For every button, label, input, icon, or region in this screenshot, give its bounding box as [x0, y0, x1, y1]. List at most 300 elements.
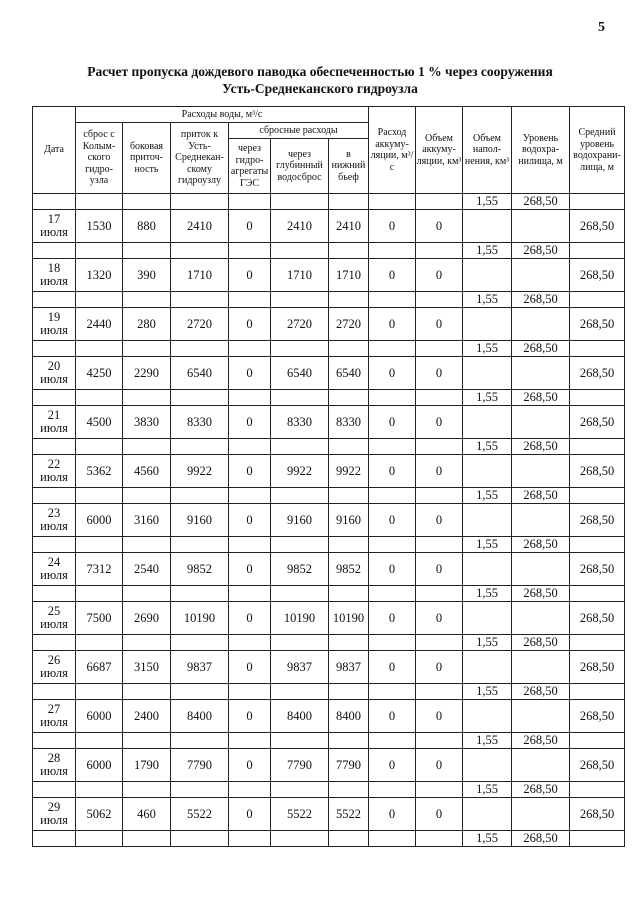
cell-avg-level: 268,50 — [570, 651, 625, 684]
cell-empty — [570, 733, 625, 749]
cell-empty — [271, 439, 329, 455]
cell-empty — [76, 586, 123, 602]
cell-via-units: 0 — [229, 651, 271, 684]
cell-empty — [33, 488, 76, 504]
cell-empty — [416, 488, 463, 504]
cell-empty — [512, 553, 570, 586]
cell-empty — [76, 733, 123, 749]
cell-accum-volume: 0 — [416, 700, 463, 733]
cell-empty — [463, 210, 512, 243]
subrow-fill-level — [33, 292, 625, 308]
cell-empty — [570, 341, 625, 357]
date-month: июля — [40, 715, 68, 729]
date-month: июля — [40, 470, 68, 484]
cell-via-deep-spillway: 9160 — [271, 504, 329, 537]
cell-empty — [171, 341, 229, 357]
cell-date — [33, 406, 76, 439]
cell-empty — [171, 684, 229, 700]
cell-reservoir-level: 268,50 — [512, 292, 570, 308]
cell-reservoir-level: 268,50 — [512, 341, 570, 357]
cell-avg-level: 268,50 — [570, 749, 625, 782]
cell-accum-volume: 0 — [416, 259, 463, 292]
cell-accum-flow: 0 — [369, 259, 416, 292]
cell-empty — [570, 635, 625, 651]
cell-empty — [123, 341, 171, 357]
cell-empty — [123, 782, 171, 798]
cell-empty — [329, 537, 369, 553]
cell-accum-volume: 0 — [416, 798, 463, 831]
cell-avg-level: 268,50 — [570, 259, 625, 292]
cell-lateral-inflow: 3160 — [123, 504, 171, 537]
cell-to-tailwater: 8400 — [329, 700, 369, 733]
cell-empty — [329, 831, 369, 847]
cell-empty — [329, 586, 369, 602]
cell-via-units: 0 — [229, 504, 271, 537]
cell-empty — [369, 194, 416, 210]
cell-empty — [416, 684, 463, 700]
cell-date — [33, 602, 76, 635]
cell-empty — [416, 390, 463, 406]
cell-empty — [76, 684, 123, 700]
cell-date — [33, 749, 76, 782]
cell-empty — [512, 259, 570, 292]
cell-empty — [123, 488, 171, 504]
cell-fill-volume: 1,55 — [463, 488, 512, 504]
cell-via-deep-spillway: 2720 — [271, 308, 329, 341]
cell-inflow: 9837 — [171, 651, 229, 684]
cell-via-units: 0 — [229, 455, 271, 488]
cell-empty — [512, 357, 570, 390]
cell-accum-flow: 0 — [369, 651, 416, 684]
cell-fill-volume: 1,55 — [463, 390, 512, 406]
cell-empty — [229, 537, 271, 553]
cell-empty — [171, 586, 229, 602]
cell-to-tailwater: 7790 — [329, 749, 369, 782]
subrow-fill-level — [33, 390, 625, 406]
table-row — [33, 651, 625, 684]
header-water-flow: Расходы воды, м³/с — [76, 107, 369, 123]
cell-empty — [369, 390, 416, 406]
date-day: 28 — [47, 751, 61, 765]
cell-empty — [329, 635, 369, 651]
subrow-fill-level — [33, 782, 625, 798]
cell-via-units: 0 — [229, 357, 271, 390]
cell-lateral-inflow: 1790 — [123, 749, 171, 782]
cell-inflow: 2410 — [171, 210, 229, 243]
cell-accum-flow: 0 — [369, 700, 416, 733]
cell-empty — [369, 831, 416, 847]
date-day: 18 — [47, 261, 61, 275]
cell-empty — [171, 194, 229, 210]
cell-empty — [463, 553, 512, 586]
cell-accum-volume: 0 — [416, 308, 463, 341]
cell-fill-volume: 1,55 — [463, 292, 512, 308]
date-month: июля — [40, 372, 68, 386]
header-via-units: через гидро-агрегаты ГЭС — [229, 139, 271, 194]
cell-fill-volume: 1,55 — [463, 194, 512, 210]
date-month: июля — [40, 421, 68, 435]
header-reservoir-level: Уровень водохра-нилища, м — [512, 107, 570, 194]
cell-via-deep-spillway: 5522 — [271, 798, 329, 831]
cell-empty — [416, 733, 463, 749]
cell-avg-level: 268,50 — [570, 602, 625, 635]
cell-to-tailwater: 8330 — [329, 406, 369, 439]
date-day: 29 — [47, 800, 61, 814]
cell-lateral-inflow: 460 — [123, 798, 171, 831]
cell-empty — [33, 635, 76, 651]
cell-via-units: 0 — [229, 259, 271, 292]
table-row — [33, 308, 625, 341]
cell-kolyma-discharge: 5362 — [76, 455, 123, 488]
cell-to-tailwater: 9852 — [329, 553, 369, 586]
cell-empty — [463, 259, 512, 292]
cell-via-deep-spillway: 6540 — [271, 357, 329, 390]
cell-empty — [123, 635, 171, 651]
cell-empty — [369, 439, 416, 455]
cell-fill-volume: 1,55 — [463, 635, 512, 651]
cell-empty — [369, 782, 416, 798]
cell-empty — [369, 537, 416, 553]
cell-via-deep-spillway: 9837 — [271, 651, 329, 684]
cell-inflow: 9852 — [171, 553, 229, 586]
cell-empty — [171, 243, 229, 259]
cell-empty — [570, 439, 625, 455]
cell-reservoir-level: 268,50 — [512, 243, 570, 259]
table-body — [33, 194, 625, 847]
cell-empty — [329, 733, 369, 749]
cell-empty — [570, 537, 625, 553]
cell-empty — [229, 586, 271, 602]
cell-empty — [123, 537, 171, 553]
cell-inflow: 9160 — [171, 504, 229, 537]
date-day: 26 — [47, 653, 61, 667]
cell-empty — [271, 390, 329, 406]
cell-empty — [271, 684, 329, 700]
date-day: 19 — [47, 310, 61, 324]
cell-empty — [329, 439, 369, 455]
cell-empty — [76, 635, 123, 651]
cell-accum-flow: 0 — [369, 602, 416, 635]
cell-reservoir-level: 268,50 — [512, 537, 570, 553]
cell-empty — [369, 586, 416, 602]
subrow-fill-level — [33, 586, 625, 602]
cell-empty — [463, 308, 512, 341]
cell-accum-volume: 0 — [416, 749, 463, 782]
cell-empty — [33, 439, 76, 455]
cell-accum-flow: 0 — [369, 553, 416, 586]
cell-empty — [463, 749, 512, 782]
cell-fill-volume: 1,55 — [463, 733, 512, 749]
cell-empty — [123, 684, 171, 700]
cell-via-units: 0 — [229, 553, 271, 586]
cell-reservoir-level: 268,50 — [512, 586, 570, 602]
cell-lateral-inflow: 2690 — [123, 602, 171, 635]
cell-via-units: 0 — [229, 749, 271, 782]
date-month: июля — [40, 323, 68, 337]
date-day: 24 — [47, 555, 61, 569]
cell-reservoir-level: 268,50 — [512, 488, 570, 504]
cell-reservoir-level: 268,50 — [512, 390, 570, 406]
cell-empty — [33, 292, 76, 308]
cell-empty — [570, 684, 625, 700]
cell-reservoir-level: 268,50 — [512, 733, 570, 749]
cell-lateral-inflow: 390 — [123, 259, 171, 292]
cell-empty — [570, 194, 625, 210]
cell-empty — [33, 537, 76, 553]
cell-empty — [33, 586, 76, 602]
cell-empty — [329, 782, 369, 798]
cell-empty — [76, 488, 123, 504]
cell-empty — [229, 292, 271, 308]
cell-empty — [329, 292, 369, 308]
cell-empty — [33, 243, 76, 259]
cell-fill-volume: 1,55 — [463, 586, 512, 602]
cell-accum-volume: 0 — [416, 651, 463, 684]
subrow-fill-level — [33, 341, 625, 357]
table-row — [33, 406, 625, 439]
table-row — [33, 455, 625, 488]
cell-via-deep-spillway: 9852 — [271, 553, 329, 586]
title-line-1: Расчет пропуска дождевого паводка обеспеченностью 1 % через сооружения — [87, 64, 553, 79]
cell-empty — [512, 651, 570, 684]
cell-empty — [329, 341, 369, 357]
cell-empty — [33, 194, 76, 210]
subrow-fill-level — [33, 439, 625, 455]
table-row — [33, 798, 625, 831]
cell-empty — [171, 439, 229, 455]
cell-fill-volume: 1,55 — [463, 537, 512, 553]
cell-empty — [76, 341, 123, 357]
cell-via-units: 0 — [229, 308, 271, 341]
cell-empty — [171, 537, 229, 553]
cell-kolyma-discharge: 7312 — [76, 553, 123, 586]
cell-avg-level: 268,50 — [570, 553, 625, 586]
cell-empty — [123, 733, 171, 749]
date-month: июля — [40, 568, 68, 582]
cell-lateral-inflow: 2290 — [123, 357, 171, 390]
cell-via-deep-spillway: 2410 — [271, 210, 329, 243]
cell-empty — [512, 210, 570, 243]
cell-empty — [229, 341, 271, 357]
cell-to-tailwater: 9160 — [329, 504, 369, 537]
cell-empty — [33, 782, 76, 798]
subrow-fill-level — [33, 194, 625, 210]
cell-empty — [76, 194, 123, 210]
cell-reservoir-level: 268,50 — [512, 439, 570, 455]
cell-empty — [416, 831, 463, 847]
date-month: июля — [40, 813, 68, 827]
cell-date — [33, 651, 76, 684]
cell-empty — [123, 390, 171, 406]
cell-empty — [271, 537, 329, 553]
cell-empty — [171, 733, 229, 749]
cell-empty — [570, 390, 625, 406]
header-kolyma-discharge: сброс с Колым-ского гидро-узла — [76, 123, 123, 194]
cell-empty — [463, 357, 512, 390]
cell-empty — [229, 194, 271, 210]
header-date: Дата — [33, 107, 76, 194]
cell-empty — [512, 700, 570, 733]
cell-empty — [123, 586, 171, 602]
cell-empty — [369, 684, 416, 700]
cell-empty — [33, 733, 76, 749]
cell-accum-volume: 0 — [416, 553, 463, 586]
cell-via-units: 0 — [229, 700, 271, 733]
cell-empty — [369, 341, 416, 357]
cell-to-tailwater: 2720 — [329, 308, 369, 341]
date-month: июля — [40, 666, 68, 680]
cell-date — [33, 210, 76, 243]
cell-empty — [171, 292, 229, 308]
cell-empty — [512, 798, 570, 831]
cell-empty — [329, 488, 369, 504]
cell-fill-volume: 1,55 — [463, 243, 512, 259]
table-row — [33, 357, 625, 390]
date-month: июля — [40, 225, 68, 239]
cell-to-tailwater: 9837 — [329, 651, 369, 684]
cell-via-deep-spillway: 10190 — [271, 602, 329, 635]
cell-empty — [329, 194, 369, 210]
date-month: июля — [40, 764, 68, 778]
cell-kolyma-discharge: 2440 — [76, 308, 123, 341]
cell-accum-volume: 0 — [416, 406, 463, 439]
cell-empty — [570, 292, 625, 308]
cell-empty — [271, 831, 329, 847]
cell-empty — [229, 635, 271, 651]
cell-reservoir-level: 268,50 — [512, 194, 570, 210]
cell-kolyma-discharge: 6000 — [76, 700, 123, 733]
date-month: июля — [40, 617, 68, 631]
cell-kolyma-discharge: 5062 — [76, 798, 123, 831]
cell-fill-volume: 1,55 — [463, 341, 512, 357]
cell-kolyma-discharge: 6687 — [76, 651, 123, 684]
cell-inflow: 8330 — [171, 406, 229, 439]
cell-kolyma-discharge: 1530 — [76, 210, 123, 243]
cell-inflow: 2720 — [171, 308, 229, 341]
cell-inflow: 9922 — [171, 455, 229, 488]
cell-empty — [369, 292, 416, 308]
cell-lateral-inflow: 3150 — [123, 651, 171, 684]
cell-lateral-inflow: 880 — [123, 210, 171, 243]
date-day: 17 — [47, 212, 61, 226]
cell-empty — [171, 831, 229, 847]
cell-empty — [271, 341, 329, 357]
cell-empty — [271, 292, 329, 308]
cell-inflow: 5522 — [171, 798, 229, 831]
cell-empty — [329, 390, 369, 406]
table-row — [33, 504, 625, 537]
cell-empty — [76, 782, 123, 798]
cell-accum-flow: 0 — [369, 455, 416, 488]
cell-empty — [271, 194, 329, 210]
cell-date — [33, 308, 76, 341]
cell-empty — [369, 488, 416, 504]
cell-fill-volume: 1,55 — [463, 439, 512, 455]
cell-empty — [229, 733, 271, 749]
cell-inflow: 8400 — [171, 700, 229, 733]
cell-inflow: 1710 — [171, 259, 229, 292]
cell-via-units: 0 — [229, 602, 271, 635]
title-line-2: Усть-Среднеканского гидроузла — [222, 81, 418, 96]
cell-lateral-inflow: 4560 — [123, 455, 171, 488]
cell-to-tailwater: 2410 — [329, 210, 369, 243]
cell-to-tailwater: 10190 — [329, 602, 369, 635]
subrow-fill-level — [33, 488, 625, 504]
cell-accum-volume: 0 — [416, 602, 463, 635]
cell-inflow: 10190 — [171, 602, 229, 635]
cell-date — [33, 357, 76, 390]
cell-empty — [463, 504, 512, 537]
cell-lateral-inflow: 2400 — [123, 700, 171, 733]
cell-empty — [416, 537, 463, 553]
cell-empty — [76, 537, 123, 553]
cell-empty — [463, 602, 512, 635]
cell-to-tailwater: 5522 — [329, 798, 369, 831]
table-row — [33, 259, 625, 292]
cell-avg-level: 268,50 — [570, 798, 625, 831]
cell-avg-level: 268,50 — [570, 210, 625, 243]
cell-empty — [76, 243, 123, 259]
cell-kolyma-discharge: 4250 — [76, 357, 123, 390]
cell-empty — [229, 488, 271, 504]
header-accum-flow: Расход аккуму-ляции, м³/с — [369, 107, 416, 194]
cell-empty — [329, 684, 369, 700]
subrow-fill-level — [33, 831, 625, 847]
date-day: 20 — [47, 359, 61, 373]
header-lateral-inflow: боковая приточ-ность — [123, 123, 171, 194]
cell-accum-flow: 0 — [369, 357, 416, 390]
header-inflow: приток к Усть-Среднекан-скому гидроузлу — [171, 123, 229, 194]
cell-empty — [76, 390, 123, 406]
cell-empty — [171, 488, 229, 504]
cell-via-deep-spillway: 7790 — [271, 749, 329, 782]
date-day: 21 — [47, 408, 61, 422]
cell-via-deep-spillway: 8400 — [271, 700, 329, 733]
cell-empty — [416, 635, 463, 651]
cell-empty — [123, 292, 171, 308]
cell-avg-level: 268,50 — [570, 455, 625, 488]
cell-via-deep-spillway: 8330 — [271, 406, 329, 439]
cell-lateral-inflow: 280 — [123, 308, 171, 341]
cell-lateral-inflow: 3830 — [123, 406, 171, 439]
cell-to-tailwater: 6540 — [329, 357, 369, 390]
cell-accum-volume: 0 — [416, 357, 463, 390]
cell-empty — [33, 341, 76, 357]
cell-accum-flow: 0 — [369, 406, 416, 439]
cell-reservoir-level: 268,50 — [512, 635, 570, 651]
flood-calculation-table — [32, 106, 625, 847]
table-row — [33, 749, 625, 782]
cell-empty — [512, 602, 570, 635]
table-row — [33, 602, 625, 635]
cell-date — [33, 553, 76, 586]
cell-empty — [512, 504, 570, 537]
cell-date — [33, 504, 76, 537]
cell-empty — [229, 390, 271, 406]
cell-kolyma-discharge: 7500 — [76, 602, 123, 635]
cell-reservoir-level: 268,50 — [512, 782, 570, 798]
cell-via-units: 0 — [229, 406, 271, 439]
date-day: 25 — [47, 604, 61, 618]
subrow-fill-level — [33, 243, 625, 259]
cell-accum-volume: 0 — [416, 455, 463, 488]
cell-empty — [416, 586, 463, 602]
cell-empty — [76, 831, 123, 847]
cell-reservoir-level: 268,50 — [512, 684, 570, 700]
cell-empty — [229, 684, 271, 700]
subrow-fill-level — [33, 684, 625, 700]
cell-empty — [416, 292, 463, 308]
